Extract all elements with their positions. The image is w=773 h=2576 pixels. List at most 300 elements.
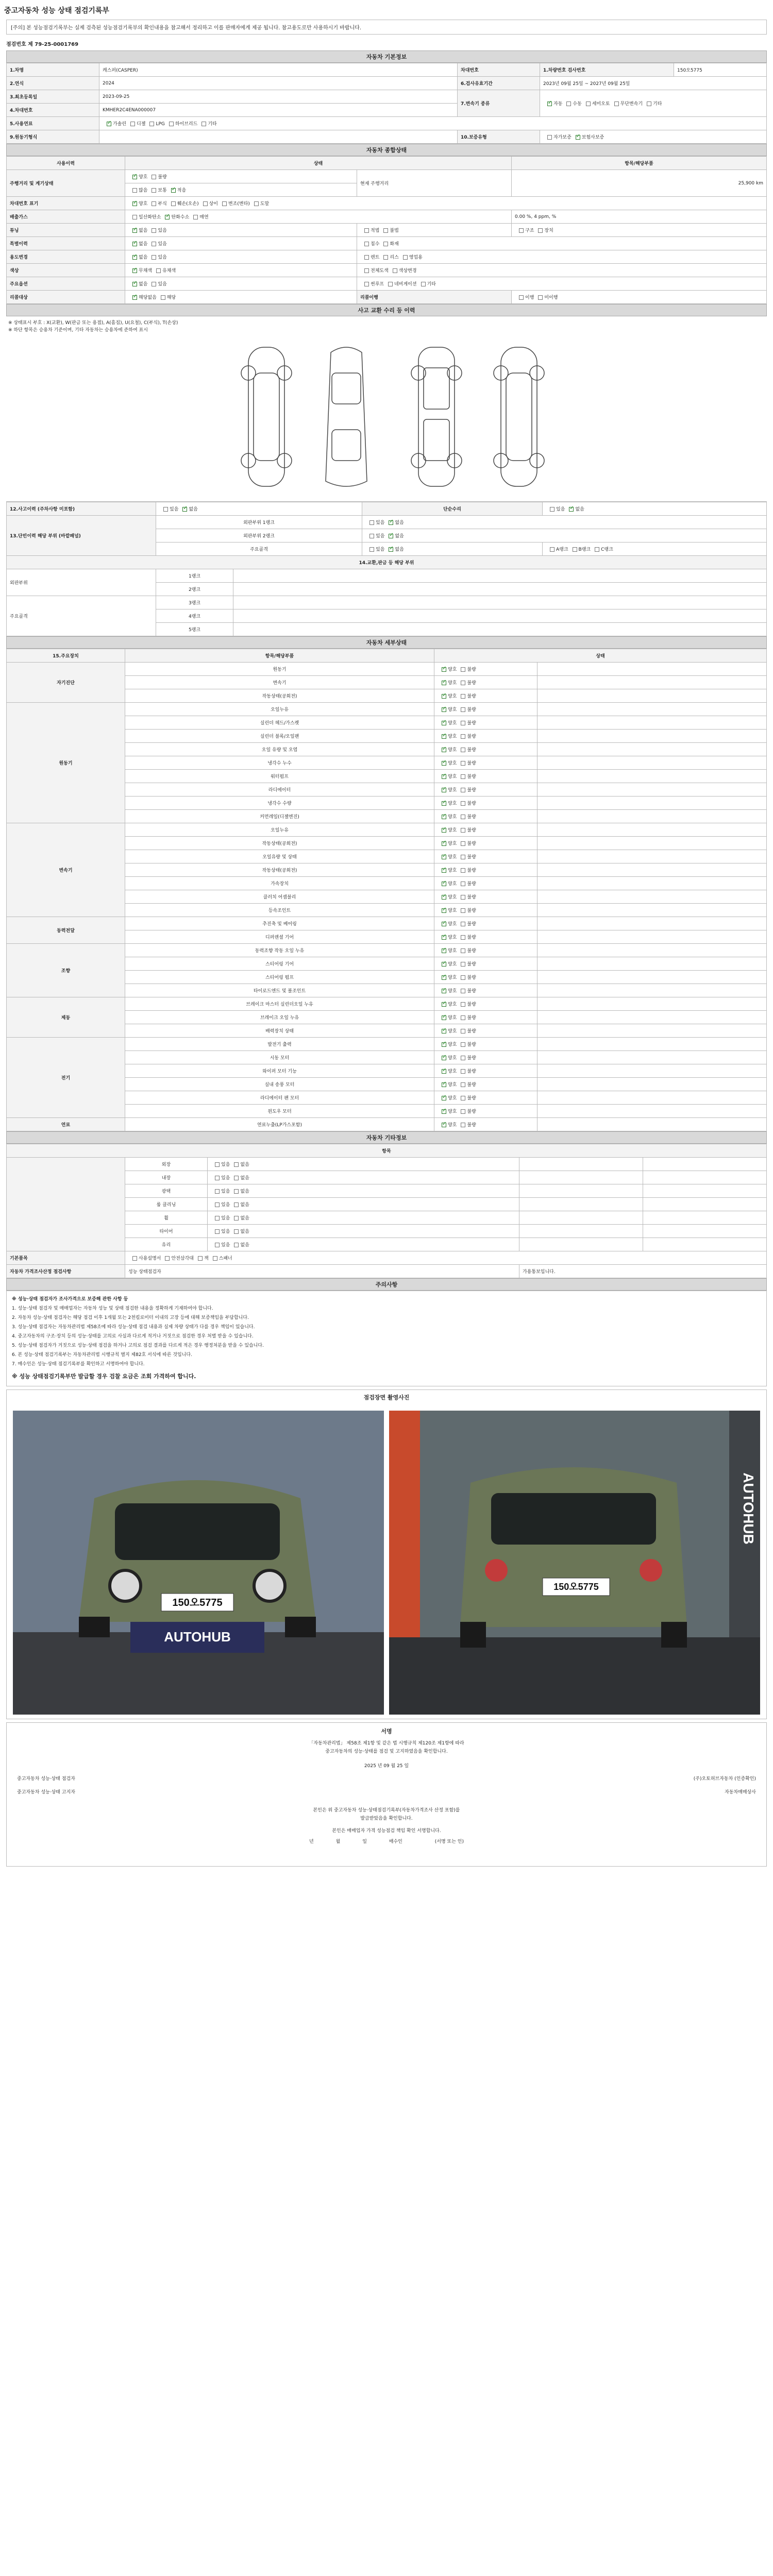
status-bad: 불량 (467, 801, 476, 806)
check-icon (442, 855, 446, 859)
checkbox-icon (152, 188, 156, 193)
option-label: 리스 (390, 255, 399, 260)
status-good: 양호 (448, 815, 457, 820)
status-good: 양호 (448, 882, 457, 887)
field-label: 2.연식 (7, 77, 99, 90)
section-heading: 사고 교환 수리 등 이력 (6, 304, 767, 316)
column-header: 사용이력 (7, 157, 125, 170)
option-label: 미이행 (544, 295, 558, 300)
item-label: 윈도우 모터 (125, 1105, 434, 1118)
checkbox-icon (461, 1069, 465, 1074)
status-bad: 불량 (467, 868, 476, 873)
parts-cell (233, 596, 767, 609)
empty-cell (643, 1158, 767, 1171)
status-note (537, 1011, 767, 1024)
checkbox-icon (234, 1162, 239, 1167)
checkbox-icon (161, 295, 165, 300)
status-cell (434, 1105, 537, 1118)
checkbox-icon (461, 1096, 465, 1100)
option-label: 있음 (158, 242, 167, 247)
checked-box-icon (569, 507, 574, 512)
option-label: 적법 (371, 228, 380, 233)
rank-label: 1랭크 (156, 569, 233, 583)
status-note (537, 930, 767, 944)
status-note (537, 756, 767, 770)
general-row (7, 250, 767, 264)
status-cell (434, 1064, 537, 1078)
status-bad: 불량 (467, 855, 476, 860)
status-good: 양호 (448, 721, 457, 726)
checkbox-icon (461, 922, 465, 926)
column-header: 항목/해당부품 (125, 649, 434, 663)
item-label: 브레이크 오일 누유 (125, 1011, 434, 1024)
row-label: 자동차 가격조사산정 점검사항 (7, 1265, 125, 1278)
status-note (537, 1091, 767, 1105)
item-label: 배력장치 상태 (125, 1024, 434, 1038)
checkbox-icon (461, 694, 465, 699)
row-label: 주요골격 (156, 543, 362, 556)
general-row (7, 237, 767, 250)
detail-row (7, 823, 767, 837)
option-label: 있음 (376, 520, 385, 526)
checkbox-icon (586, 101, 591, 106)
option-label: 무단변속기 (620, 101, 643, 107)
column-header: 15.주요장치 (7, 649, 125, 663)
car-diagram (6, 337, 767, 502)
accident-options (362, 529, 767, 543)
option-label: 기타 (653, 101, 662, 107)
item-label: 와이퍼 모터 기능 (125, 1064, 434, 1078)
status-note (537, 890, 767, 904)
status-cell (434, 850, 537, 863)
option-label: 침수 (371, 242, 380, 247)
option-label: 장치 (544, 228, 553, 233)
option-label: A랭크 (556, 547, 568, 552)
checkbox-icon (461, 868, 465, 873)
row-value: 가용통보입니다. (519, 1265, 767, 1278)
field-label: 6.검사유효기간 (458, 77, 540, 90)
checkbox-icon (193, 215, 198, 219)
option-label: 있음 (158, 228, 167, 233)
status-cell (208, 1184, 519, 1198)
sign-label: 중고자동차 성능·상태 고지자 (17, 1790, 75, 1795)
checkbox-icon (132, 188, 137, 193)
row-label: 주요옵션 (7, 277, 125, 291)
status-bad: 불량 (467, 1002, 476, 1007)
status-options (512, 291, 767, 304)
option-label: 없음 (240, 1189, 249, 1194)
checkbox-icon (152, 175, 156, 179)
group-label: 자기진단 (7, 663, 125, 703)
group-label: 전기 (7, 1038, 125, 1118)
checked-box-icon (547, 101, 552, 106)
sign-box (6, 1722, 767, 1867)
check-icon (442, 922, 446, 926)
option-label: 색상변경 (398, 268, 417, 274)
status-options (357, 277, 767, 291)
item-label: 오일 유량 및 오염 (125, 743, 434, 756)
checkbox-icon (198, 1256, 203, 1261)
status-cell (434, 1011, 537, 1024)
empty-cell (519, 1225, 643, 1238)
sign-value: (주)오토허브자동차 (인증확인) (693, 1776, 756, 1782)
checkbox-icon (461, 707, 465, 712)
status-bad: 불량 (467, 1069, 476, 1074)
option-label: 없음 (139, 228, 148, 233)
checkbox-icon (421, 282, 426, 286)
item-label: 실내 송풍 모터 (125, 1078, 434, 1091)
option-label: 없음 (240, 1176, 249, 1181)
status-good: 양호 (448, 1123, 457, 1128)
option-label: 안전삼각대 (171, 1256, 194, 1261)
checkbox-icon (461, 1082, 465, 1087)
checked-box-icon (182, 507, 187, 512)
option-label: 탄화수소 (171, 215, 190, 220)
check-icon (442, 989, 446, 993)
item-label: 연료누출(LP가스포함) (125, 1118, 434, 1131)
checkbox-icon (461, 801, 465, 806)
check-icon (442, 694, 446, 699)
checkbox-icon (364, 282, 369, 286)
checkbox-icon (213, 1256, 217, 1261)
certificate-number: 점검번호 제 79-25-0001769 (6, 42, 79, 47)
status-options (125, 291, 357, 304)
item-label: 클러치 어셈블리 (125, 890, 434, 904)
accident-options (156, 502, 362, 516)
item-label: 휠 (125, 1211, 208, 1225)
status-bad: 불량 (467, 774, 476, 779)
option-label: 보통 (158, 188, 167, 193)
option-label: 변조(변타) (228, 201, 250, 207)
general-row (7, 277, 767, 291)
status-cell (434, 837, 537, 850)
status-good: 양호 (448, 855, 457, 860)
option-label: 없음 (139, 282, 148, 287)
status-cell (208, 1198, 519, 1211)
check-icon (442, 1096, 446, 1100)
field-label: 10.보증유형 (458, 130, 540, 144)
general-row (7, 291, 767, 304)
field-value: 2023-09-25 (99, 90, 458, 104)
row-label: 외판부위 1랭크 (156, 516, 362, 529)
empty-cell (643, 1238, 767, 1251)
status-cell (208, 1238, 519, 1251)
odometer-value: 25,900 km (512, 170, 767, 197)
status-cell (208, 1225, 519, 1238)
checkbox-icon (215, 1189, 220, 1194)
row-label: 단순수리 (362, 502, 543, 516)
status-note (537, 1118, 767, 1131)
checked-box-icon (132, 228, 137, 233)
status-cell (434, 730, 537, 743)
option-label: 상이 (209, 201, 218, 207)
status-note (537, 783, 767, 796)
status-bad: 불량 (467, 734, 476, 739)
repair-options (543, 502, 767, 516)
checkbox-icon (215, 1202, 220, 1207)
checkbox-icon (364, 228, 369, 233)
inspection-photo-icon (7, 1405, 766, 1715)
general-status-table (6, 156, 767, 304)
transmission-options (540, 90, 767, 117)
option-label: 가솔린 (113, 122, 127, 127)
status-options (357, 250, 767, 264)
item-label: 발전기 출력 (125, 1038, 434, 1051)
check-icon (442, 1109, 446, 1114)
row-label: 리콜이행 (357, 291, 512, 304)
status-note (537, 676, 767, 689)
checkbox-icon (461, 748, 465, 752)
status-cell (434, 810, 537, 823)
check-icon (442, 908, 446, 913)
check-icon (442, 667, 446, 672)
option-label: 있음 (221, 1202, 230, 1208)
status-cell (434, 756, 537, 770)
row-label: 성능 상태점검자 (125, 1265, 519, 1278)
status-options (125, 277, 357, 291)
row-label: 외판부위 (7, 569, 156, 596)
status-options (125, 264, 357, 277)
checkbox-icon (461, 935, 465, 940)
status-good: 양호 (448, 828, 457, 833)
notes-item: 2. 자동차 성능·상태 점검자는 해당 점검 이후 1개월 또는 2천킬로미터 이내의 고장 등에 대해 보증책임을 부담합니다. (12, 1315, 249, 1320)
item-label: 등속조인트 (125, 904, 434, 917)
checked-box-icon (107, 122, 111, 126)
status-note (537, 971, 767, 984)
checkbox-icon (547, 135, 552, 140)
field-value (99, 130, 458, 144)
option-label: 있음 (170, 507, 179, 512)
detail-row (7, 997, 767, 1011)
field-value: 캐스퍼(CASPER) (99, 63, 458, 77)
notes-item: 4. 중고자동차의 구조·장치 등의 성능·상태를 고의로 사실과 다르게 적거나 거짓으로 점검한 경우 처벌 받을 수 있습니다. (12, 1334, 254, 1339)
checkbox-icon (461, 734, 465, 739)
option-label: 훼손(오손) (177, 201, 199, 207)
check-icon (442, 948, 446, 953)
row-label: 리콜대상 (7, 291, 125, 304)
option-label: 일산화탄소 (139, 215, 161, 220)
notes-item: 5. 성능·상태 점검자가 거짓으로 성능·상태 점검을 하거나 고의로 점검 결과를 다르게 적은 경우 행정처분을 받을 수 있습니다. (12, 1343, 264, 1348)
sign-section (6, 1722, 767, 1867)
status-bad: 불량 (467, 922, 476, 927)
status-cell (434, 783, 537, 796)
item-label: 냉각수 수량 (125, 796, 434, 810)
status-good: 양호 (448, 948, 457, 954)
status-bad: 불량 (467, 1056, 476, 1061)
checkbox-icon (171, 201, 176, 206)
status-note (537, 957, 767, 971)
checkbox-icon (461, 1015, 465, 1020)
status-bad: 불량 (467, 908, 476, 913)
option-label: 부식 (158, 201, 167, 207)
status-good: 양호 (448, 975, 457, 980)
checkbox-icon (566, 101, 571, 106)
option-label: 디젤 (137, 122, 146, 127)
rank-options (543, 543, 767, 556)
check-icon (442, 815, 446, 819)
status-note (537, 850, 767, 863)
checkbox-icon (383, 228, 388, 233)
checkbox-icon (152, 242, 156, 246)
status-good: 양호 (448, 1069, 457, 1074)
item-label: 라디에이터 팬 모터 (125, 1091, 434, 1105)
item-label: 룸 클리닝 (125, 1198, 208, 1211)
field-label: 5.사용연료 (7, 117, 99, 130)
empty-cell (643, 1171, 767, 1184)
section-heading: 자동차 종합상태 (6, 144, 767, 156)
status-note (537, 944, 767, 957)
status-note (537, 716, 767, 730)
basic-options (125, 1251, 767, 1265)
status-options (125, 183, 357, 197)
status-bad: 불량 (467, 1015, 476, 1021)
check-icon (442, 868, 446, 873)
detail-row (7, 663, 767, 676)
checkbox-icon (222, 201, 227, 206)
signature-slot: (서명 또는 인) (434, 1839, 464, 1844)
checked-box-icon (576, 135, 580, 140)
empty-cell (519, 1238, 643, 1251)
status-note (537, 984, 767, 997)
status-options (357, 224, 512, 237)
status-good: 양호 (448, 989, 457, 994)
checked-box-icon (132, 201, 137, 206)
checkbox-icon (461, 667, 465, 672)
item-label: 오일누유 (125, 823, 434, 837)
field-label: 7.변속기 종류 (458, 90, 540, 117)
row-label: 차대번호 표기 (7, 197, 125, 210)
option-label: 보험사보증 (581, 135, 604, 140)
detail-row (7, 917, 767, 930)
status-note (537, 863, 767, 877)
group-label: 변속기 (7, 823, 125, 917)
sign-text: 본인은 위 중고자동차 성능·상태점검기록부(자동차가격조사 산정 포함)를 (313, 1808, 460, 1813)
row-label: 색상 (7, 264, 125, 277)
checkbox-icon (538, 295, 543, 300)
option-label: 영업용 (409, 255, 423, 260)
checkbox-icon (156, 268, 161, 273)
checkbox-icon (461, 1123, 465, 1127)
item-label: 작동상태(공회전) (125, 837, 434, 850)
status-cell (434, 1024, 537, 1038)
checkbox-icon (461, 908, 465, 913)
option-label: 해당없음 (139, 295, 157, 300)
status-good: 양호 (448, 922, 457, 927)
checkbox-icon (550, 507, 554, 512)
row-label: 용도변경 (7, 250, 125, 264)
checked-box-icon (389, 534, 393, 538)
general-row (7, 264, 767, 277)
checkbox-icon (519, 228, 524, 233)
checkbox-icon (461, 1002, 465, 1007)
status-cell (434, 917, 537, 930)
checkbox-icon (461, 774, 465, 779)
basic-info-section (6, 50, 767, 144)
fuel-options (99, 117, 767, 130)
field-label: 9.원동기형식 (7, 130, 99, 144)
group-label: 연료 (7, 1118, 125, 1131)
checkbox-icon (461, 948, 465, 953)
status-cell (208, 1171, 519, 1184)
accident-options (362, 516, 767, 529)
checkbox-icon (461, 962, 465, 967)
status-bad: 불량 (467, 667, 476, 672)
other-info-table (6, 1144, 767, 1278)
item-label: 유리 (125, 1238, 208, 1251)
option-label: 해당 (166, 295, 176, 300)
status-bad: 불량 (467, 1042, 476, 1047)
status-good: 양호 (448, 748, 457, 753)
status-good: 양호 (448, 1042, 457, 1047)
sign-row (7, 1772, 766, 1786)
status-bad: 불량 (467, 895, 476, 900)
general-row (7, 210, 767, 224)
check-icon (442, 1069, 446, 1074)
photo-brand-front: AUTOHUB (164, 1629, 231, 1645)
check-icon (442, 1082, 446, 1087)
checkbox-icon (369, 534, 374, 538)
checkbox-icon (254, 201, 259, 206)
notes-section (6, 1278, 767, 1386)
checkbox-icon (461, 1029, 465, 1033)
item-label: 브레이크 마스터 실린더오일 누유 (125, 997, 434, 1011)
status-note (537, 917, 767, 930)
checkbox-icon (163, 507, 168, 512)
check-icon (442, 935, 446, 940)
frame-options (362, 543, 543, 556)
field-value: KMHER2C4ENA000007 (99, 104, 458, 117)
status-cell (434, 1091, 537, 1105)
option-label: 무채색 (139, 268, 153, 274)
check-icon (442, 1042, 446, 1047)
status-bad: 불량 (467, 841, 476, 846)
checkbox-icon (614, 101, 619, 106)
checkbox-icon (461, 841, 465, 846)
empty-cell (519, 1171, 643, 1184)
checkbox-icon (538, 228, 543, 233)
checkbox-icon (461, 681, 465, 685)
status-cell (208, 1158, 519, 1171)
option-label: 없음 (395, 534, 404, 539)
item-label: 동력조향 작동 오일 누유 (125, 944, 434, 957)
option-label: 없음 (575, 507, 584, 512)
status-cell (434, 944, 537, 957)
status-note (537, 1064, 767, 1078)
checkbox-icon (388, 282, 393, 286)
car-outline-icon (6, 337, 767, 502)
notice-box: [주의] 본 성능점검기록부는 실제 검측된 성능점검기록부의 확인내용을 참고해서 정리하고 이를 판매자에게 제공 됩니다. 참고용도로만 사용하시기 바랍니다. (6, 20, 767, 35)
status-cell (434, 676, 537, 689)
status-note (537, 1105, 767, 1118)
item-label: 스티어링 펌프 (125, 971, 434, 984)
sign-heading: 서명 (381, 1728, 392, 1735)
checkbox-icon (132, 215, 137, 219)
status-options (125, 210, 512, 224)
sign-text: 발급받았음을 확인합니다. (360, 1816, 413, 1821)
checkbox-icon (461, 975, 465, 980)
option-label: 구조 (525, 228, 534, 233)
general-status-section (6, 144, 767, 304)
detail-row (7, 703, 767, 716)
checked-box-icon (132, 282, 137, 286)
check-icon (442, 761, 446, 766)
field-label: 4.차대번호 (7, 104, 99, 117)
check-icon (442, 1056, 446, 1060)
item-label: 라디에이터 (125, 783, 434, 796)
checkbox-icon (461, 788, 465, 792)
item-label: 가속장치 (125, 877, 434, 890)
item-label: 내장 (125, 1171, 208, 1184)
